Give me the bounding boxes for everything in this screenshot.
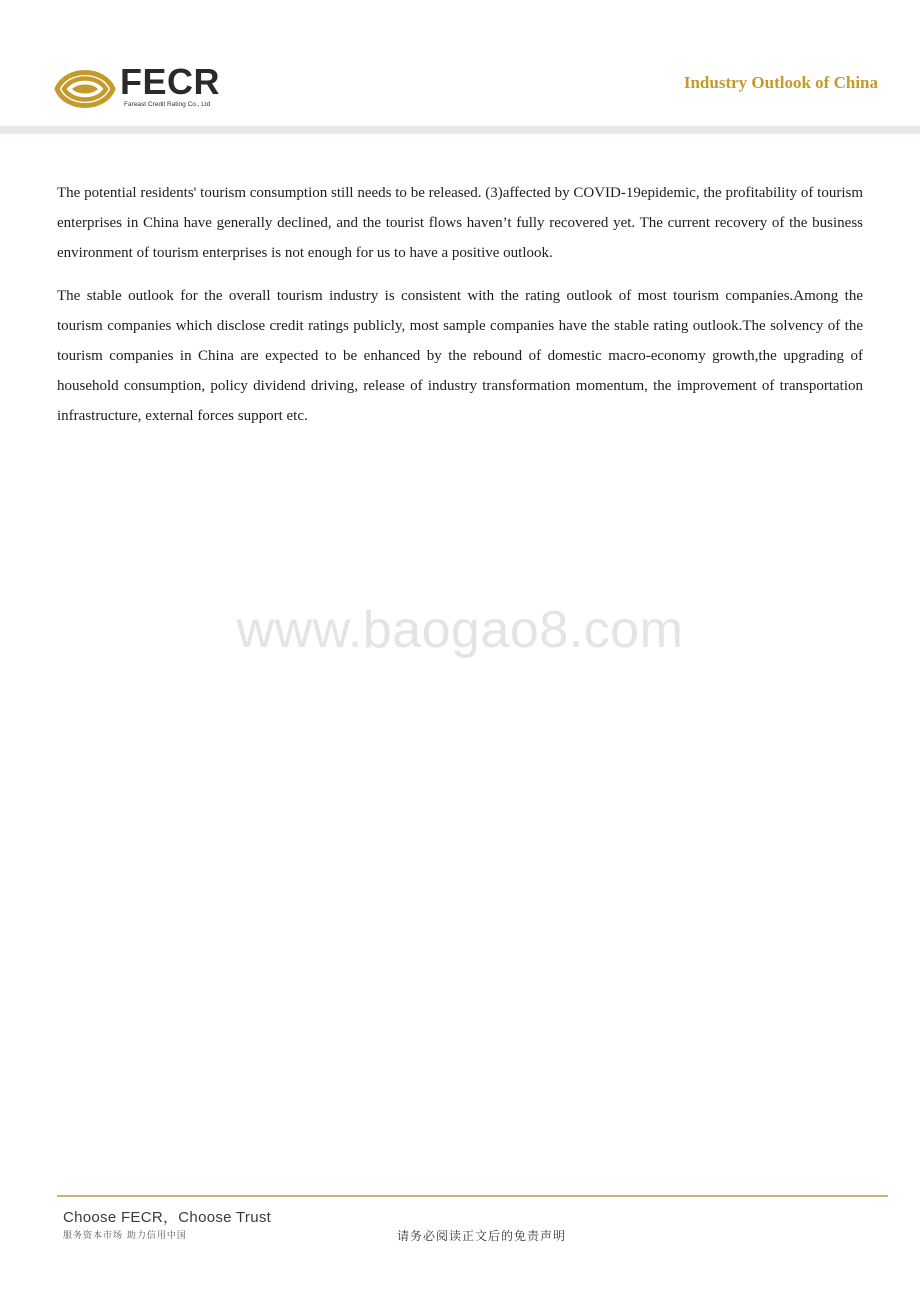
footer-divider [57, 1195, 888, 1197]
logo-subtitle: Fareast Credit Rating Co., Ltd [124, 101, 211, 108]
report-body [57, 178, 863, 444]
watermark: www.baogao8.com [236, 601, 684, 659]
logo-text: FECR [120, 61, 220, 102]
fecr-eye-logo-icon [54, 64, 116, 114]
report-title: Industry Outlook of China [683, 73, 878, 92]
company-logo [54, 62, 234, 116]
body-paragraph: The potential residents' tourism consumption still needs to be released. (3)affected by COVID-19epidemic, the profitability of tourism enterprises in China have generally declined, and the tourist flows haven’t fully recovered yet. The current recovery of the business environment of tourism enterprises is not enough for us to have a positive outlook. [57, 185, 863, 262]
disclaimer-notice: 请务必阅读正文后的免责声明 [397, 1229, 567, 1243]
header-divider [0, 126, 920, 134]
body-paragraph: The stable outlook for the overall tourism industry is consistent with the rating outlook of most tourism companies.Among the tourism companies which disclose credit ratings publicly, most sample companies have the stable rating outlook.The solvency of the tourism companies in China are expected to be enhanced by the rebound of domestic macro-economy growth,the upgrading of household consumption, policy dividend driving, release of industry transformation momentum, the improvement of transportation infrastructure, external forces support etc. [57, 287, 863, 425]
page-header [0, 0, 920, 135]
footer-slogan-subtitle: 服务资本市场 助力信用中国 [63, 1231, 187, 1241]
footer-slogan: Choose FECR，Choose Trust [63, 1209, 272, 1226]
